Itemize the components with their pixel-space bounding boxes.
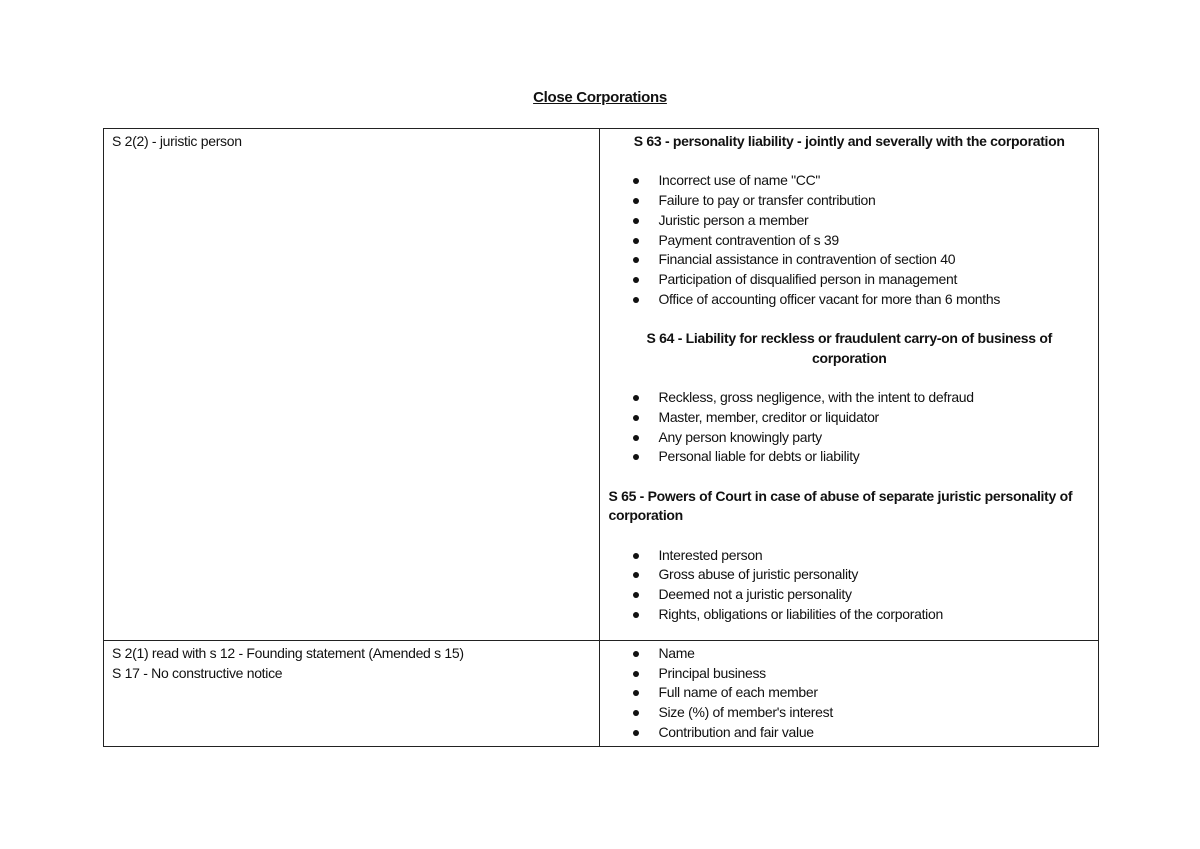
list-item: Gross abuse of juristic personality xyxy=(608,565,1090,585)
document-title: Close Corporations xyxy=(533,89,667,106)
list-item: Deemed not a juristic personality xyxy=(608,585,1090,605)
list-item: Size (%) of member's interest xyxy=(608,703,1090,723)
list-item: Incorrect use of name "CC" xyxy=(608,171,1090,191)
list-item: Any person knowingly party xyxy=(608,428,1090,448)
bullet-icon xyxy=(633,178,639,184)
bullet-list-s64 xyxy=(608,388,1090,467)
bullet-list-founding-statement xyxy=(608,644,1090,743)
bullet-icon xyxy=(633,415,639,421)
bullet-icon xyxy=(633,435,639,441)
bullet-icon xyxy=(633,690,639,696)
bullet-icon xyxy=(633,553,639,559)
list-item: Interested person xyxy=(608,546,1090,566)
table-cell-right xyxy=(600,641,1099,747)
bullet-list-s63 xyxy=(608,171,1090,309)
list-item: Rights, obligations or liabilities of the corporation xyxy=(608,605,1090,625)
bullet-icon xyxy=(633,218,639,224)
bullet-icon xyxy=(633,612,639,618)
list-item: Payment contravention of s 39 xyxy=(608,231,1090,251)
bullet-icon xyxy=(633,730,639,736)
list-item: Full name of each member xyxy=(608,683,1090,703)
bullet-icon xyxy=(633,592,639,598)
bullet-icon xyxy=(633,257,639,263)
bullet-icon xyxy=(633,297,639,303)
section-heading-s63: S 63 - personality liability - jointly and severally with the corporation xyxy=(633,133,1065,149)
bullet-icon xyxy=(633,277,639,283)
list-item: Name xyxy=(608,644,1090,664)
bullet-icon xyxy=(633,198,639,204)
cell-text: S 2(1) read with s 12 - Founding statement (Amended s 15) xyxy=(112,645,464,661)
list-item: Reckless, gross negligence, with the intent to defraud xyxy=(608,388,1090,408)
bullet-icon xyxy=(633,395,639,401)
section-heading-s65: S 65 - Powers of Court in case of abuse of separate juristic personality of corporation xyxy=(608,487,1073,524)
table-row xyxy=(104,129,1099,641)
cell-text: S 17 - No constructive notice xyxy=(112,664,283,681)
list-item: Personal liable for debts or liability xyxy=(608,447,1090,467)
table-cell-right xyxy=(600,129,1099,641)
list-item: Contribution and fair value xyxy=(608,723,1090,743)
table-cell-left xyxy=(104,641,600,747)
list-item: Juristic person a member xyxy=(608,211,1090,231)
list-item: Financial assistance in contravention of section 40 xyxy=(608,250,1090,270)
bullet-list-s65 xyxy=(608,546,1090,625)
list-item: Participation of disqualified person in management xyxy=(608,270,1090,290)
bullet-icon xyxy=(633,572,639,578)
list-item: Master, member, creditor or liquidator xyxy=(608,408,1090,428)
bullet-icon xyxy=(633,671,639,677)
list-item: Failure to pay or transfer contribution xyxy=(608,191,1090,211)
list-item: Principal business xyxy=(608,664,1090,684)
bullet-icon xyxy=(633,238,639,244)
table-row xyxy=(104,641,1099,747)
bullet-icon xyxy=(633,710,639,716)
bullet-icon xyxy=(633,651,639,657)
table-cell-left xyxy=(104,129,600,641)
cell-text: S 2(2) - juristic person xyxy=(112,133,242,149)
bullet-icon xyxy=(633,454,639,460)
content-table xyxy=(103,128,1099,747)
list-item: Office of accounting officer vacant for more than 6 months xyxy=(608,290,1090,310)
section-heading-s64: S 64 - Liability for reckless or fraudulent carry-on of business of corporation xyxy=(646,330,1052,366)
